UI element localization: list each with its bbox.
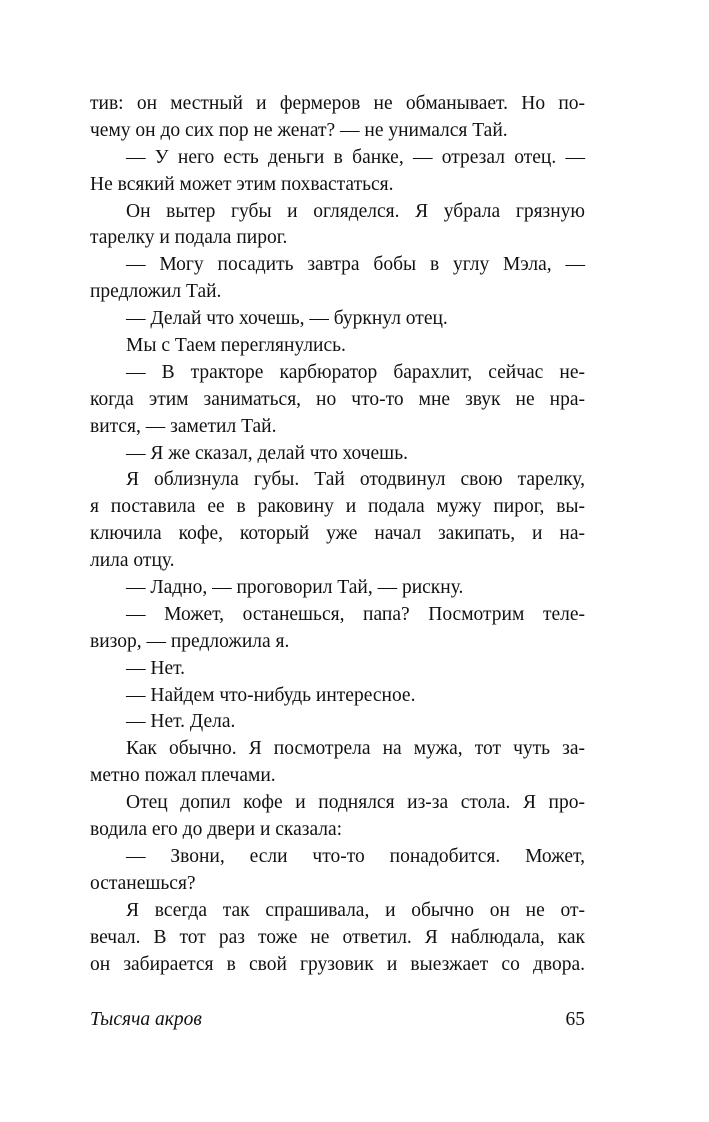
text-line: Он вытер губы и огляделся. Я убрала грязную [126, 200, 585, 222]
text-line: Мы с Таем переглянулись. [126, 335, 346, 357]
text-line: когда этим заниматься, но что-то мне звук не нра- [90, 388, 585, 410]
text-line: я поставила ее в раковину и подала мужу пирог, вы- [90, 496, 585, 518]
text-line: тив: он местный и фермеров не обманывает. Но по- [90, 93, 585, 114]
text-line: ключила кофе, который уже начал закипать, и на- [90, 523, 585, 545]
text-line: — Нет. Дела. [126, 711, 236, 733]
text-line: Я облизнула губы. Тай отодвинул свою тарелку, [126, 469, 585, 491]
text-line: визор, — предложила я. [90, 630, 290, 652]
text-line: — Нет. [126, 657, 186, 679]
text-line: — У него есть деньги в банке, — отрезал отец. — [126, 146, 585, 168]
page-number: 65 [565, 1009, 585, 1030]
text-line: метно пожал плечами. [90, 765, 276, 787]
text-line: вечал. В тот раз тоже не ответил. Я наблюдала, как [90, 926, 585, 948]
text-line: Отец допил кофе и поднялся из-за стола. Я про- [126, 792, 585, 814]
text-line: водила его до двери и сказала: [90, 819, 343, 841]
text-line: лила отцу. [90, 550, 175, 572]
text-line: Не всякий может этим похвастаться. [90, 173, 394, 195]
page-footer [90, 1007, 585, 1033]
text-line: — Найдем что-нибудь интересное. [126, 684, 416, 706]
text-line: предложил Тай. [90, 281, 222, 303]
page-body [90, 91, 585, 978]
text-line: чему он до сих пор не женат? — не унимался Тай. [90, 119, 508, 141]
text-line: — В тракторе карбюратор барахлит, сейчас не- [126, 361, 585, 383]
text-line: Я всегда так спрашивала, и обычно он не от- [126, 899, 585, 921]
running-title: Тысяча акров [90, 1009, 202, 1030]
text-line: вится, — заметил Тай. [90, 415, 277, 437]
text-line: — Я же сказал, делай что хочешь. [126, 442, 408, 464]
text-line: он забирается в свой грузовик и выезжает со двора. [90, 953, 585, 975]
text-line: тарелку и подала пирог. [90, 227, 288, 249]
text-line: останешься? [90, 872, 196, 894]
text-line: — Может, останешься, папа? Посмотрим теле- [126, 603, 585, 625]
text-line: — Делай что хочешь, — буркнул отец. [126, 308, 448, 330]
text-line: Как обычно. Я посмотрела на мужа, тот чуть за- [126, 738, 585, 760]
text-line: — Ладно, — проговорил Тай, — рискну. [126, 577, 464, 599]
text-line: — Звони, если что-то понадобится. Может, [126, 845, 585, 867]
text-line: — Могу посадить завтра бобы в углу Мэла, — [126, 254, 585, 276]
